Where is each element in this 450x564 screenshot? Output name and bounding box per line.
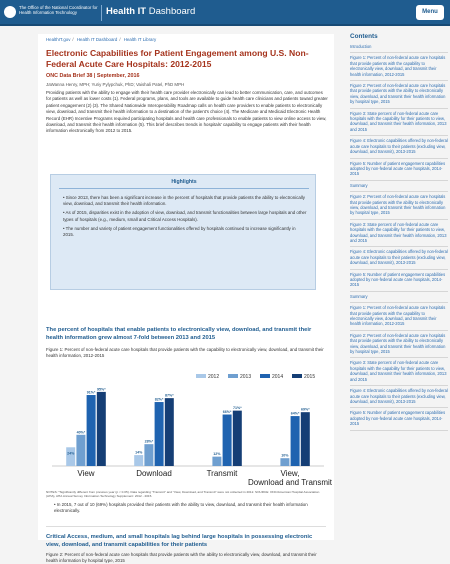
contents-link[interactable]: Summary: [350, 292, 448, 303]
article-panel: [38, 34, 334, 564]
contents-link[interactable]: Figure 1: Percent of non-federal acute care hospitals that provide patients with the capability to electronically view, download, and transmit their health information, 2012-2015: [350, 53, 448, 81]
contents-link[interactable]: Figure 5: Number of patient engagement capabilities adopted by non-federal acute care hospitals, 2014-2015: [350, 408, 448, 430]
page-title: Electronic Capabilities for Patient Engagement among U.S. Non-Federal Acute Care Hospitals: 2012-2015: [46, 48, 309, 69]
chart-bar: [97, 392, 106, 466]
data-label: 28%*: [144, 439, 154, 444]
legend-label: 2013: [240, 374, 252, 380]
chart-bar: [66, 447, 75, 466]
legend-swatch: [228, 374, 238, 378]
chart-bar: [280, 458, 289, 466]
chart-bar: [212, 457, 221, 466]
section2-heading: Critical Access, medium, and small hospitals lag behind large hospitals in possessing electronic view, download, and transmit capabilities for their patients: [46, 534, 313, 548]
app-title-bold: Health IT: [106, 6, 147, 17]
section-divider: [46, 526, 326, 527]
contents-title: Contents: [350, 33, 378, 40]
chart-bar: [223, 415, 232, 466]
highlights-box: [50, 174, 316, 290]
figure1-notes: NOTES: *Significantly different from previous year (p < 0.05). Data regarding "Transmit" and "View, Download, and Transmit" were not collected in 2012. SOURCE: ONC/American Hospital Association (AHA), AHA Annual Survey Information Technology Supplement: 2012 - 2015.: [46, 490, 320, 499]
eagle-seal-icon: [4, 6, 16, 18]
contents-link[interactable]: Figure 4: Electronic capabilities offered by non-federal acute care hospitals to their patients (excluding view, download, and transmit), 2013-2015: [350, 136, 448, 158]
top-navigation-bar: [0, 0, 450, 26]
breadcrumb-separator: /: [119, 37, 121, 42]
contents-sidebar: [344, 28, 450, 540]
figure1-finding: • In 2015, 7 out of 10 (69%) hospitals provided their patients with the ability to view, download, and transmit their health information electronically.: [54, 502, 308, 514]
data-label: 40%*: [76, 430, 86, 435]
data-label: 87%*: [165, 393, 174, 398]
chart-bar: [87, 395, 96, 466]
app-title-light: Dashboard: [146, 6, 196, 17]
contents-link[interactable]: Figure 5: Number of patient engagement capabilities adopted by non-federal acute care hospitals, 2014-2015: [350, 159, 448, 181]
data-label: 14%: [135, 450, 143, 455]
figure1-caption: Figure 1: Percent of non-federal acute care hospitals that provide patients with the capability to electronically view, download, and transmit their health information, 2012-2015: [46, 347, 324, 359]
legend-swatch: [196, 374, 206, 378]
legend-label: 2012: [208, 374, 220, 380]
menu-button[interactable]: Menu: [416, 5, 444, 20]
legend-label: 2015: [304, 374, 316, 380]
breadcrumb: [46, 37, 158, 42]
org-name: [19, 5, 101, 15]
chart-bar: [155, 402, 164, 466]
contents-link[interactable]: Figure 5: Number of patient engagement capabilities adopted by non-federal acute care hospitals, 2014-2015: [350, 270, 448, 292]
chart-bar: [144, 444, 153, 466]
figure1-chart: [46, 370, 333, 488]
x-tick-label: Transmit: [206, 469, 238, 478]
chart-bar: [233, 411, 242, 466]
org-name-line2: Health Information Technology: [19, 10, 77, 15]
chart-bar: [134, 455, 143, 466]
contents-link[interactable]: Figure 4: Electronic capabilities offered by non-federal acute care hospitals to their patients (excluding view, download, and transmit), 2013-2015: [350, 247, 448, 269]
data-label: 95%*: [97, 387, 106, 392]
figure1-chart-svg: [46, 370, 333, 488]
contents-list: [350, 42, 448, 431]
contents-link[interactable]: Figure 2: Percent of non-federal acute care hospitals that provide patients with the ability to electronically view, download, and transmit their health information by hospital type, 2015: [350, 81, 448, 109]
contents-link[interactable]: Figure 3: State percent of non-federal acute care hospitals with the capability for their patients to view, download, and transmit their health information, 2013 and 2015: [350, 220, 448, 248]
section1-heading: The percent of hospitals that enable patients to electronically view, download, and transmit their health information grew almost 7-fold between 2013 and 2015: [46, 327, 312, 341]
data-label: 24%: [67, 451, 75, 456]
contents-link[interactable]: Introduction: [350, 42, 448, 53]
contents-link[interactable]: Figure 4: Electronic capabilities offered by non-federal acute care hospitals to their patients (excluding view, download, and transmit), 2013-2015: [350, 386, 448, 408]
highlights-title: Highlights: [171, 179, 197, 185]
breadcrumb-home[interactable]: HealthIT.gov: [46, 37, 71, 42]
breadcrumb-separator: /: [72, 37, 74, 42]
contents-link[interactable]: Figure 2: Percent of non-federal acute care hospitals that provide patients with the ability to electronically view, download, and transmit their health information by hospital type, 2015: [350, 192, 448, 220]
highlight-item: • Since 2013, there has been a significant increase in the percent of hospitals that provide patients the ability to electronically view, download, and transmit their health information.: [63, 195, 305, 207]
chart-bar: [165, 398, 174, 466]
x-tick-label: View,: [280, 469, 300, 478]
data-label: 10%: [281, 453, 289, 458]
highlights-divider: [59, 188, 309, 189]
breadcrumb-library[interactable]: Health IT Library: [123, 37, 157, 42]
data-label: 12%: [213, 452, 221, 457]
x-tick-label: Download: [136, 469, 172, 478]
data-label: 91%*: [86, 390, 96, 395]
contents-link[interactable]: Figure 2: Percent of non-federal acute care hospitals that provide patients with the ability to electronically view, download, and transmit their health information by hospital type, 2015: [350, 331, 448, 359]
chart-bar: [291, 416, 300, 466]
breadcrumb-dashboard[interactable]: Health IT Dashboard: [76, 37, 118, 42]
data-label: 64%*: [290, 411, 300, 416]
highlights-list: [63, 195, 307, 241]
x-tick-label: Download and Transmit: [247, 478, 333, 487]
intro-paragraph: Providing patients with the ability to engage with their health care provider electronically can lead to better communication, care, and outcomes for patients as well as lower costs (1). Federal programs, plans, and tools are available to guide health care clinicians and patients toward greater patient engagement (2) (3). The Shared Nationwide Interoperability Roadmap calls on health care providers to enable patients to electronically view, download, and transmit their health information to a destination of the patient's choice (4). The Medicare and Medicaid Electronic Health Record (EHR) Incentive Programs required participating hospitals and health care professionals to enable patients to view online access to view, download, and transmit their health information (5). This brief describes trends in hospitals' capability to engage patients with their health information electronically from 2012 to 2015.: [46, 90, 328, 134]
chart-bar: [301, 412, 310, 466]
header-divider: [101, 5, 102, 21]
highlight-item: • The number and variety of patient engagement functionalities offered by hospitals continued to increase significantly in 2015.: [63, 225, 296, 238]
onc-logo[interactable]: [4, 4, 100, 22]
brief-subtitle: ONC Data Brief 38 | September, 2016: [46, 73, 140, 79]
contents-link[interactable]: Figure 3: State percent of non-federal acute care hospitals with the capability for their patients to view, download, and transmit their health information, 2013 and 2015: [350, 109, 448, 137]
org-name-line1: The Office of the National Coordinator for: [19, 5, 98, 10]
contents-link[interactable]: Summary: [350, 181, 448, 192]
chart-bar: [76, 435, 85, 466]
legend-swatch: [292, 374, 302, 378]
legend-label: 2014: [272, 374, 284, 380]
app-title[interactable]: [106, 6, 195, 17]
figure2-caption: Figure 2: Percent of non-federal acute care hospitals that provide patients with the ability to electronically view, download, and transmit their health information by hospital type, 2015: [46, 552, 317, 564]
contents-link[interactable]: Figure 1: Percent of non-federal acute care hospitals that provide patients with the capability to electronically view, download, and transmit their health information, 2012-2015: [350, 303, 448, 331]
data-label: 66%*: [222, 410, 232, 415]
authors: JaWanna Henry, MPH; Yuriy Pylypchuk, PhD; Vaishali Patel, PhD MPH: [46, 82, 185, 87]
contents-link[interactable]: Figure 3: State percent of non-federal acute care hospitals with the capability for their patients to view, download, and transmit their health information, 2013 and 2015: [350, 358, 448, 386]
highlight-item: • As of 2015, disparities exist in the adoption of view, download, and transmit functionalities between large hospitals and other types of hospitals (e.g., medium, small and Critical Access Hospitals).: [63, 210, 307, 222]
data-label: 69%*: [301, 407, 310, 412]
legend-swatch: [260, 374, 270, 378]
data-label: 82%*: [154, 397, 164, 402]
data-label: 71%*: [233, 406, 242, 411]
x-tick-label: View: [77, 469, 95, 478]
